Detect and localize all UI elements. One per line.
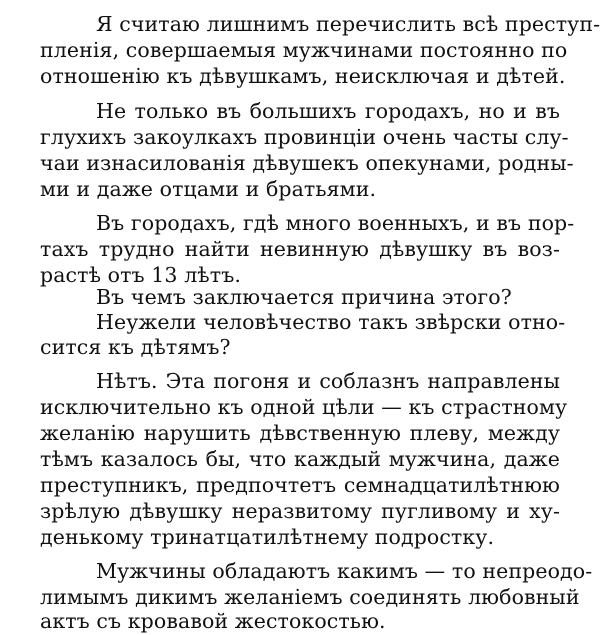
text-line: лимымъ дикимъ желаніемъ соединять любовный xyxy=(40,585,580,609)
text-line: Не только въ большихъ городахъ, но и въ xyxy=(96,99,560,123)
text-line: глухихъ закоулкахъ провинціи очень часты слу- xyxy=(40,125,569,149)
text-line: Нѣтъ. Эта погоня и соблазнъ направлены xyxy=(96,369,560,393)
text-line: тахъ трудно найти невинную дѣвушку въ воз- xyxy=(40,237,560,261)
text-line: денькому тринатцатилѣтнему подростку. xyxy=(40,525,495,549)
text-line: пленія, совершаемыя мужчинами постоянно по xyxy=(40,38,568,62)
text-line: зрѣлую дѣвушку неразвитому пугливому и ху- xyxy=(40,499,560,523)
text-line: тѣмъ казалось бы, что каждый мужчина, даже xyxy=(40,447,560,471)
text-line: актъ съ кровавой жестокостью. xyxy=(40,609,386,633)
text-line: Я считаю лишнимъ перечислить всѣ преступ- xyxy=(96,12,600,36)
text-line: Неужели человѣчество такъ звѣрски отно- xyxy=(96,310,566,334)
text-line: Мужчины обладаютъ какимъ — то непреодо- xyxy=(96,559,593,583)
text-line: Въ чемъ заключается причина этого? xyxy=(96,285,512,309)
text-line: сится къ дѣтямъ? xyxy=(40,335,231,359)
text-line: растѣ отъ 13 лѣтъ. xyxy=(40,263,241,287)
text-line: преступникъ, предпочтетъ семнадцатилѣтнюю xyxy=(40,473,560,497)
text-line: чаи изнасилованія дѣвушекъ опекунами, родны- xyxy=(40,151,574,175)
text-line: отношенію къ дѣвушкамъ, неисключая и дѣтей. xyxy=(40,64,566,88)
text-line: Въ городахъ, гдѣ много военныхъ, и въ пор- xyxy=(96,211,575,235)
text-line: ми и даже отцами и братьями. xyxy=(40,177,377,201)
text-line: желанію нарушить дѣвственную плеву, между xyxy=(40,421,560,445)
text-line: исключительно къ одной цѣли — къ страстному xyxy=(40,395,568,419)
